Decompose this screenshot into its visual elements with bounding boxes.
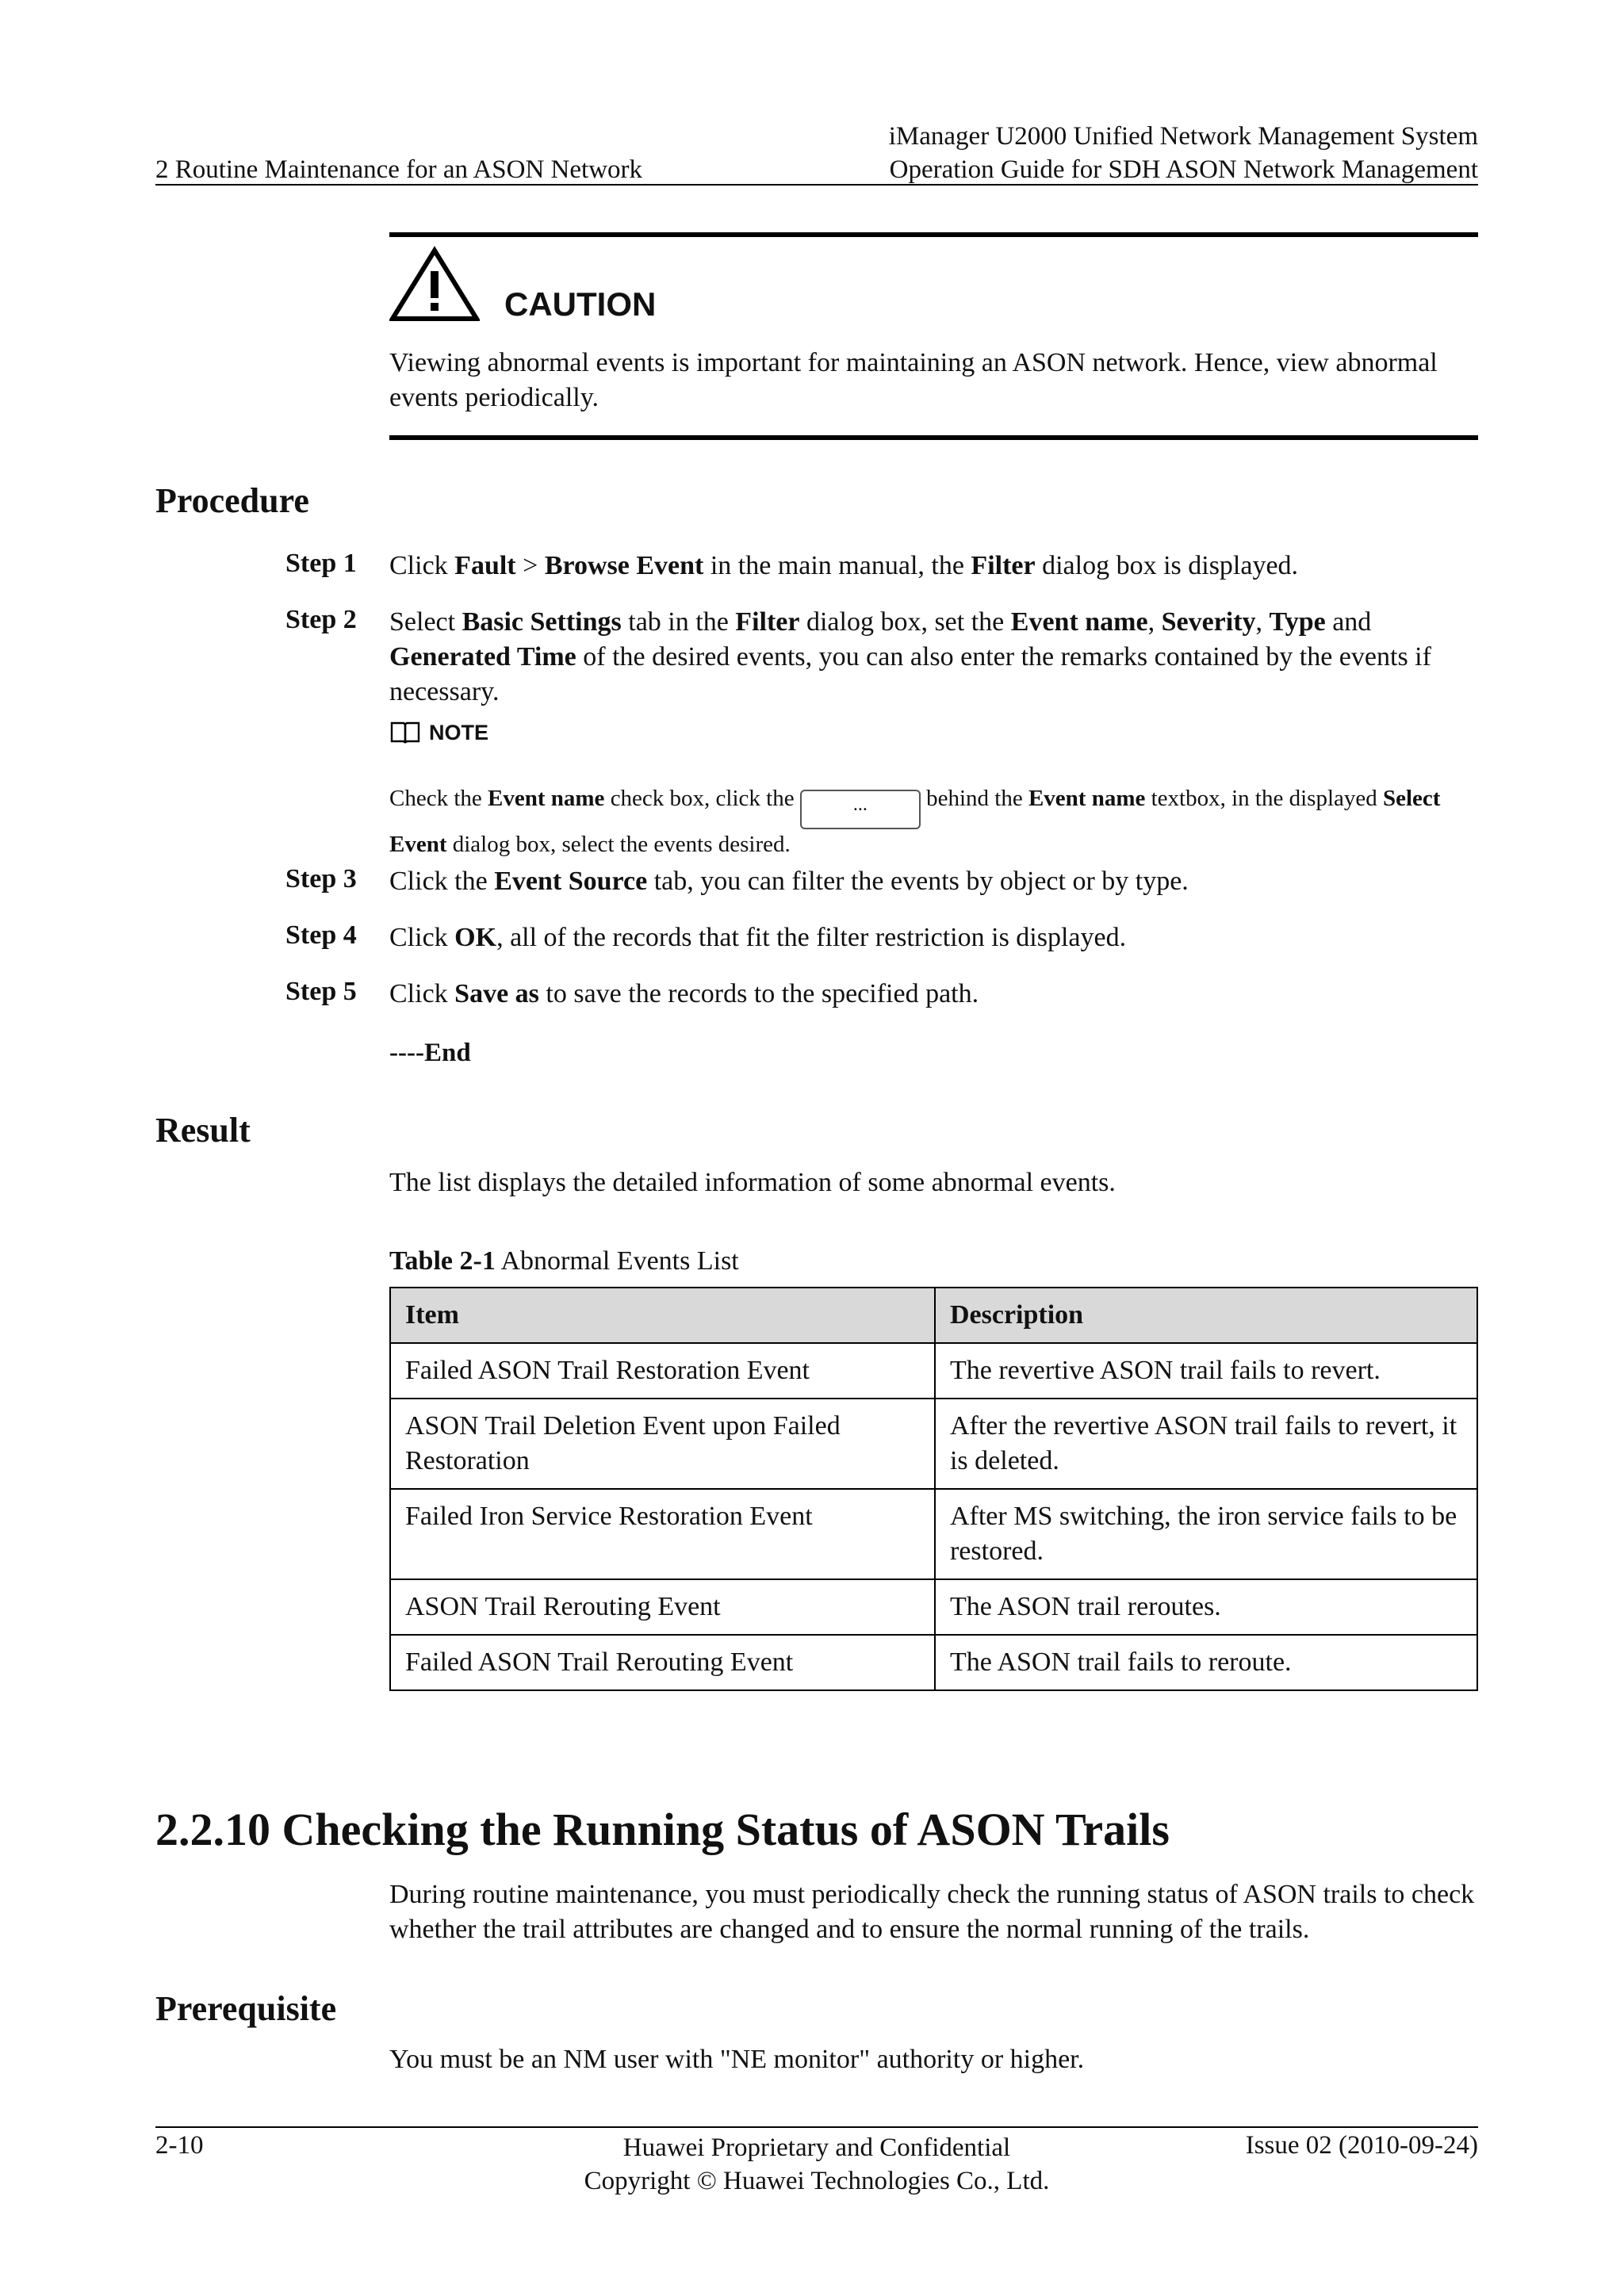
step-4-text: Click OK, all of the records that fit the filter restriction is displayed. xyxy=(389,923,1127,952)
page-number: 2-10 xyxy=(155,2131,204,2160)
table-cell-description: The ASON trail fails to reroute. xyxy=(935,1635,1477,1690)
footer-copyright: Copyright © Huawei Technologies Co., Ltd. xyxy=(584,2167,1050,2195)
caution-text: Viewing abnormal events is important for maintaining an ASON network. Hence, view abnormal events periodically. xyxy=(389,348,1438,412)
running-header-product: iManager U2000 Unified Network Management System xyxy=(888,122,1478,151)
procedure-end-mark: ----End xyxy=(389,1039,471,1067)
column-header-description: Description xyxy=(935,1288,1477,1343)
table-row xyxy=(390,1579,1477,1635)
issue-date: Issue 02 (2010-09-24) xyxy=(1245,2131,1478,2160)
abnormal-events-table xyxy=(389,1287,1478,1691)
procedure-heading: Procedure xyxy=(155,481,309,520)
running-header-chapter: 2 Routine Maintenance for an ASON Network xyxy=(155,155,643,184)
table-cell-item: ASON Trail Deletion Event upon Failed Restoration xyxy=(390,1399,935,1489)
table-row xyxy=(390,1343,1477,1399)
table-cell-description: The revertive ASON trail fails to revert. xyxy=(935,1343,1477,1399)
header-divider xyxy=(155,184,1478,186)
table-cell-description: After the revertive ASON trail fails to revert, it is deleted. xyxy=(935,1399,1477,1489)
prerequisite-heading: Prerequisite xyxy=(155,1989,337,2028)
step-2-text: Select Basic Settings tab in the Filter dialog box, set the Event name, Severity, Type and Generated Time of the desired events, you can also enter the remarks contained by the events if necessary. xyxy=(389,607,1431,706)
warning-triangle-icon xyxy=(389,246,480,322)
footer-proprietary: Huawei Proprietary and Confidential xyxy=(622,2133,1011,2162)
table-cell-item: ASON Trail Rerouting Event xyxy=(390,1579,935,1635)
footer-confidentiality xyxy=(500,2131,1134,2198)
table-header-row xyxy=(390,1288,1477,1343)
step-label: Step 3 xyxy=(285,864,357,894)
book-icon xyxy=(389,720,421,745)
section-intro-text: During routine maintenance, you must periodically check the running status of ASON trails to check whether the trail attributes are changed and to ensure the normal running of the trails. xyxy=(389,1880,1475,1944)
note-text: Check the Event name check box, click the ... behind the Event name textbox, in the displayed Select Event dialog box, select the events desired. xyxy=(389,786,1441,857)
step-label: Step 5 xyxy=(285,977,357,1006)
table-row xyxy=(390,1399,1477,1489)
table-cell-item: Failed Iron Service Restoration Event xyxy=(390,1489,935,1579)
prerequisite-text: You must be an NM user with "NE monitor" authority or higher. xyxy=(389,2045,1085,2074)
table-cell-item: Failed ASON Trail Rerouting Event xyxy=(390,1635,935,1690)
step-3-text: Click the Event Source tab, you can filter the events by object or by type. xyxy=(389,867,1189,896)
step-label: Step 1 xyxy=(285,549,357,578)
table-caption: Table 2-1 Abnormal Events List xyxy=(389,1246,739,1276)
result-text: The list displays the detailed information of some abnormal events. xyxy=(389,1168,1116,1197)
result-heading: Result xyxy=(155,1111,251,1150)
table-row xyxy=(390,1489,1477,1579)
caution-bottom-rule xyxy=(389,435,1478,440)
table-cell-item: Failed ASON Trail Restoration Event xyxy=(390,1343,935,1399)
caution-top-rule xyxy=(389,232,1478,237)
step-1-text: Click Fault > Browse Event in the main manual, the Filter dialog box is displayed. xyxy=(389,551,1299,580)
note-title: NOTE xyxy=(429,720,489,744)
note-heading xyxy=(389,720,488,745)
step-label: Step 4 xyxy=(285,920,357,950)
column-header-item: Item xyxy=(390,1288,935,1343)
footer-divider xyxy=(155,2126,1478,2128)
step-label: Step 2 xyxy=(285,605,357,634)
table-cell-description: After MS switching, the iron service fails to be restored. xyxy=(935,1489,1477,1579)
caution-title: CAUTION xyxy=(504,285,657,323)
browse-ellipsis-button[interactable]: ... xyxy=(800,790,921,829)
running-header-guide: Operation Guide for SDH ASON Network Management xyxy=(889,155,1478,184)
step-5-text: Click Save as to save the records to the specified path. xyxy=(389,979,979,1008)
table-row xyxy=(390,1635,1477,1690)
section-heading: 2.2.10 Checking the Running Status of ASON Trails xyxy=(155,1804,1170,1855)
table-cell-description: The ASON trail reroutes. xyxy=(935,1579,1477,1635)
